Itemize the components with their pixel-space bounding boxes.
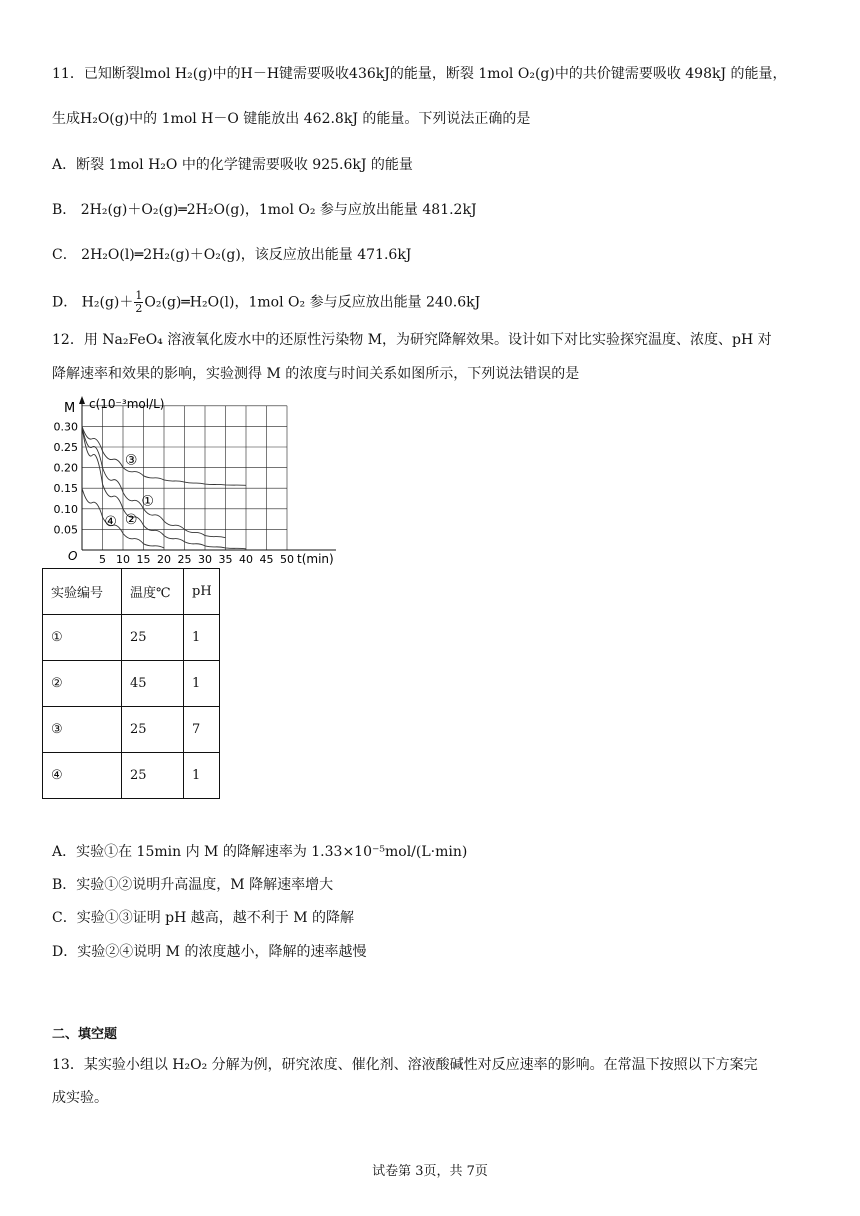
y-axis-arrow: [79, 396, 85, 404]
experiment-table: [42, 568, 220, 799]
q11-stem-line1: 11．已知断裂lmol H₂(g)中的H－H键需要吸收436kJ的能量，断裂 1mol O₂(g)中的共价键需要吸收 498kJ 的能量，: [52, 66, 787, 82]
table-cell: 1: [184, 661, 220, 707]
q11-option-d: [52, 290, 480, 315]
fraction-half: $\frac{1}{2}$: [135, 289, 143, 315]
q12-option-c: C．实验①③证明 pH 越高，越不利于 M 的降解: [52, 910, 355, 926]
x-axis-label: t(min): [297, 552, 334, 566]
table-cell: ③: [43, 707, 122, 753]
q11-option-b: B． 2H₂(g)＋O₂(g)═2H₂O(g)，1mol O₂ 参与应放出能量 481.2kJ: [52, 202, 477, 218]
table-cell: 25: [122, 707, 184, 753]
y-tick-labels: [54, 420, 79, 536]
table-cell: 1: [184, 615, 220, 661]
q12-stem-line1: 12．用 Na₂FeO₄ 溶液氧化废水中的还原性污染物 M，为研究降解效果。设计如下对比实验探究温度、浓度、pH 对: [52, 332, 772, 348]
x-tick-label: 30: [198, 553, 212, 566]
x-tick-label: 35: [218, 553, 233, 566]
x-tick-label: 10: [116, 553, 130, 566]
q11-option-d-post: O₂(g)═H₂O(l)，1mol O₂ 参与反应放出能量 240.6kJ: [144, 294, 481, 311]
table-cell: 1: [184, 753, 220, 799]
series-markers: [104, 452, 153, 530]
table-cell: 25: [122, 615, 184, 661]
q12-stem-line2: 降解速率和效果的影响，实验测得 M 的浓度与时间关系如图所示，下列说法错误的是: [52, 366, 580, 382]
x-tick-label: 40: [239, 553, 253, 566]
table-header-cell: 温度℃: [122, 569, 184, 615]
table-row: [43, 753, 220, 799]
q11-option-a: A．断裂 1mol H₂O 中的化学键需要吸收 925.6kJ 的能量: [52, 157, 413, 173]
y-axis-symbol: M: [64, 401, 76, 416]
series-marker-label: ①: [141, 493, 154, 510]
x-tick-label: 45: [259, 553, 274, 566]
x-tick-label: 20: [157, 553, 171, 566]
table-cell: 25: [122, 753, 184, 799]
table-row: [43, 615, 220, 661]
x-tick-label: 25: [177, 553, 192, 566]
concentration-time-chart: [40, 392, 340, 570]
q13-stem-line2: 成实验。: [52, 1090, 108, 1106]
q11-option-c: C． 2H₂O(l)═2H₂(g)＋O₂(g)，该反应放出能量 471.6kJ: [52, 247, 412, 263]
y-tick-label: 0.25: [53, 441, 78, 454]
x-tick-labels: [99, 553, 294, 566]
table-cell: 7: [184, 707, 220, 753]
table-header-cell: 实验编号: [43, 569, 122, 615]
q11-stem-line2: 生成H₂O(g)中的 1mol H－O 键能放出 462.8kJ 的能量。下列说法正确的是: [52, 111, 531, 127]
q13-stem-line1: 13．某实验小组以 H₂O₂ 分解为例，研究浓度、催化剂、溶液酸碱性对反应速率的影响。在常温下按照以下方案完: [52, 1057, 758, 1073]
y-tick-label: 0.20: [53, 461, 78, 475]
table-row: [43, 707, 220, 753]
table-header-cell: pH: [184, 569, 220, 615]
x-tick-label: 50: [280, 553, 294, 566]
series-marker-label: ③: [124, 452, 138, 469]
y-tick-label: 0.30: [53, 420, 78, 434]
section-heading: 二、填空题: [52, 1027, 118, 1042]
table-cell: 45: [122, 661, 184, 707]
series-marker-label: ④: [104, 514, 117, 531]
y-tick-label: 0.15: [53, 482, 78, 496]
table-cell: ①: [43, 615, 122, 661]
q11-option-d-pre: D． H₂(g)＋: [52, 294, 134, 311]
table-header-row: [43, 569, 220, 615]
chart-axes: [79, 396, 336, 550]
q12-option-d: D．实验②④说明 M 的浓度越小，降解的速率越慢: [52, 944, 367, 960]
y-axis-label: c(10⁻³mol/L): [89, 397, 165, 411]
y-tick-label: 0.10: [53, 502, 78, 516]
origin-label: O: [68, 549, 78, 563]
y-tick-label: 0.05: [53, 523, 78, 537]
table-row: [43, 661, 220, 707]
q12-option-b: B．实验①②说明升高温度，M 降解速率增大: [52, 877, 334, 893]
table-cell: ④: [43, 753, 122, 799]
q12-option-a: A．实验①在 15min 内 M 的降解速率为 1.33×10⁻⁵mol/(L·min): [52, 844, 468, 860]
page-footer: 试卷第 3页，共 7页: [372, 1164, 488, 1179]
table-cell: ②: [43, 661, 122, 707]
series-marker-label: ②: [124, 512, 138, 529]
x-tick-label: 5: [99, 553, 106, 566]
x-tick-label: 15: [136, 553, 151, 566]
